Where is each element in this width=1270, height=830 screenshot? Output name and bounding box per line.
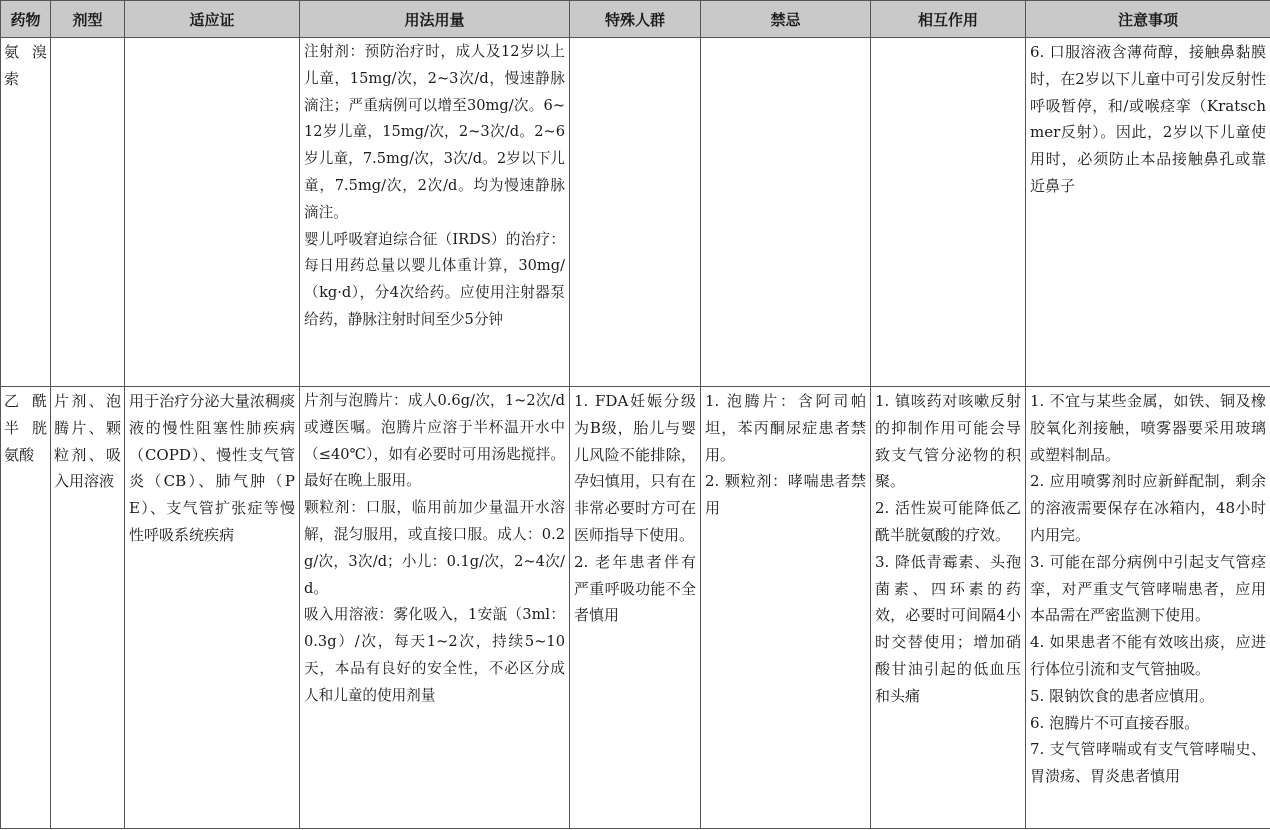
header-special-population: 特殊人群 <box>570 1 701 38</box>
contraindication-item: 2. 颗粒剂：哮喘患者禁用 <box>705 472 866 518</box>
special-population-cell <box>570 387 701 829</box>
header-drug: 药物 <box>1 1 51 38</box>
usage-paragraph: 婴儿呼吸窘迫综合征（IRDS）的治疗：每日用药总量以婴儿体重计算，30mg/（kg·d），分4次给药。应使用注射器泵给药，静脉注射时间至少5分钟 <box>304 230 565 328</box>
header-usage: 用法用量 <box>300 1 570 38</box>
interaction-cell <box>871 38 1026 387</box>
usage-paragraph: 吸入用溶液：雾化吸入，1安瓿（3ml：0.3g）/次，每天1~2次，持续5~10天，本品有良好的安全性，不必区分成人和儿童的使用剂量 <box>304 606 565 704</box>
table-header-row <box>1 1 1270 38</box>
contraindication-cell <box>701 38 871 387</box>
usage-cell <box>300 38 570 387</box>
precautions-cell <box>1026 387 1270 829</box>
precaution-item: 7. 支气管哮喘或有支气管哮喘史、胃溃疡、胃炎患者慎用 <box>1030 740 1266 786</box>
usage-paragraph: 颗粒剂：口服，临用前加少量温开水溶解，混匀服用，或直接口服。成人：0.2g/次，3次/d；小儿：0.1g/次，2~4次/d。 <box>304 499 565 597</box>
special-population-cell <box>570 38 701 387</box>
precaution-item: 6. 口服溶液含薄荷醇，接触鼻黏膜时，在2岁以下儿童中可引发反射性呼吸暂停，和/或喉痉挛（Kratschmer反射）。因此，2岁以下儿童使用时，必须防止本品接触鼻孔或靠近鼻子 <box>1030 43 1266 195</box>
usage-cell <box>300 387 570 829</box>
precautions-cell <box>1026 38 1270 387</box>
precaution-item: 4. 如果患者不能有效咳出痰，应进行体位引流和支气管抽吸。 <box>1030 633 1266 678</box>
usage-paragraph: 片剂与泡腾片：成人0.6g/次，1~2次/d或遵医嘱。泡腾片应溶于半杯温开水中（≤40℃），如有必要时可用汤匙搅拌。最好在晚上服用。 <box>304 392 565 490</box>
header-precautions: 注意事项 <box>1026 1 1270 38</box>
drug-name-cell: 氨溴索 <box>1 38 51 387</box>
interaction-item: 1. 镇咳药对咳嗽反射的抑制作用可能会导致支气管分泌物的积聚。 <box>875 392 1021 491</box>
indication-cell <box>125 38 300 387</box>
indication-cell: 用于治疗分泌大量浓稠痰液的慢性阻塞性肺疾病（COPD）、慢性支气管炎（CB）、肺气肿（PE）、支气管扩张症等慢性呼吸系统疾病 <box>125 387 300 829</box>
contraindication-item: 1. 泡腾片：含阿司帕坦，苯丙酮尿症患者禁用。 <box>705 392 866 464</box>
interaction-item: 3. 降低青霉素、头孢菌素、四环素的药效，必要时可间隔4小时交替使用；增加硝酸甘油引起的低血压和头痛 <box>875 552 1021 705</box>
form-cell: 片剂、泡腾片、颗粒剂、吸入用溶液 <box>51 387 125 829</box>
interaction-cell <box>871 387 1026 829</box>
header-interaction: 相互作用 <box>871 1 1026 38</box>
contraindication-cell <box>701 387 871 829</box>
precaution-item: 5. 限钠饮食的患者应慎用。 <box>1030 686 1215 705</box>
usage-paragraph: 注射剂：预防治疗时，成人及12岁以上儿童，15mg/次，2~3次/d，慢速静脉滴注；严重病例可以增至30mg/次。6~12岁儿童，15mg/次，2~3次/d。2~6岁儿童，7.5mg/次，3次/d。2岁以下儿童，7.5mg/次，2次/d。均为慢速静脉滴注。 <box>304 43 565 221</box>
interaction-item: 2. 活性炭可能降低乙酰半胱氨酸的疗效。 <box>875 499 1021 544</box>
precaution-item: 1. 不宜与某些金属，如铁、铜及橡胶氧化剂接触，喷雾器要采用玻璃或塑料制品。 <box>1030 392 1266 464</box>
precaution-item: 3. 可能在部分病例中引起支气管痉挛，对严重支气管哮喘患者，应用本品需在严密监测下使用。 <box>1030 552 1266 625</box>
precaution-item: 2. 应用喷雾剂时应新鲜配制，剩余的溶液需要保存在冰箱内，48小时内用完。 <box>1030 472 1266 544</box>
special-population-item: 2. 老年患者伴有严重呼吸功能不全者慎用 <box>574 552 696 625</box>
header-contraindication: 禁忌 <box>701 1 871 38</box>
table-row <box>1 387 1270 829</box>
special-population-item: 1. FDA妊娠分级为B级，胎儿与婴儿风险不能排除，孕妇慎用，只有在非常必要时方可在医师指导下使用。 <box>574 392 696 544</box>
header-indication: 适应证 <box>125 1 300 38</box>
drug-name-cell: 乙酰半胱氨酸 <box>1 387 51 829</box>
header-form: 剂型 <box>51 1 125 38</box>
table-row <box>1 38 1270 387</box>
precaution-item: 6. 泡腾片不可直接吞服。 <box>1030 713 1200 732</box>
form-cell <box>51 38 125 387</box>
